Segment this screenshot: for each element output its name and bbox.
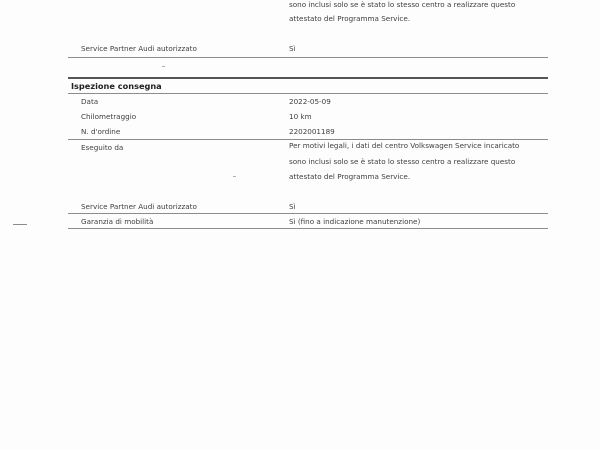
- partner-label: Service Partner Audi autorizzato: [81, 202, 197, 211]
- chilometraggio-label: Chilometraggio: [81, 112, 137, 121]
- section-top-rule: [68, 77, 548, 79]
- data-label: Data: [81, 97, 99, 106]
- top-note-line-2: attestato del Programma Service.: [289, 14, 411, 23]
- section-title: Ispezione consegna: [71, 81, 162, 91]
- ordine-value: 2202001189: [289, 127, 335, 136]
- top-partner-value: Sì: [289, 44, 296, 53]
- section-bottom-rule: [68, 228, 548, 229]
- data-value: 2022-05-09: [289, 97, 331, 106]
- eseguito-label: Eseguito da: [81, 143, 124, 152]
- section-title-divider: [68, 93, 548, 94]
- margin-mark: [13, 224, 27, 225]
- mobilita-label: Garanzia di mobilità: [81, 217, 154, 226]
- mobilita-value: Sì (fino a indicazione manutenzione): [289, 217, 421, 226]
- eseguito-line-3: attestato del Programma Service.: [289, 172, 411, 181]
- eseguito-line-1: Per motivi legali, i dati del centro Volkswagen Service incaricato: [289, 141, 520, 150]
- top-note-line-1: sono inclusi solo se è stato lo stesso centro a realizzare questo: [289, 0, 516, 9]
- row-divider: [68, 57, 548, 58]
- scan-speck: [162, 66, 165, 67]
- top-partner-label: Service Partner Audi autorizzato: [81, 44, 197, 53]
- row-divider: [68, 213, 548, 214]
- partner-value: Sì: [289, 202, 296, 211]
- chilometraggio-value: 10 km: [289, 112, 312, 121]
- scan-speck: [233, 176, 236, 177]
- eseguito-line-2: sono inclusi solo se è stato lo stesso centro a realizzare questo: [289, 156, 516, 166]
- ordine-label: N. d'ordine: [81, 127, 121, 136]
